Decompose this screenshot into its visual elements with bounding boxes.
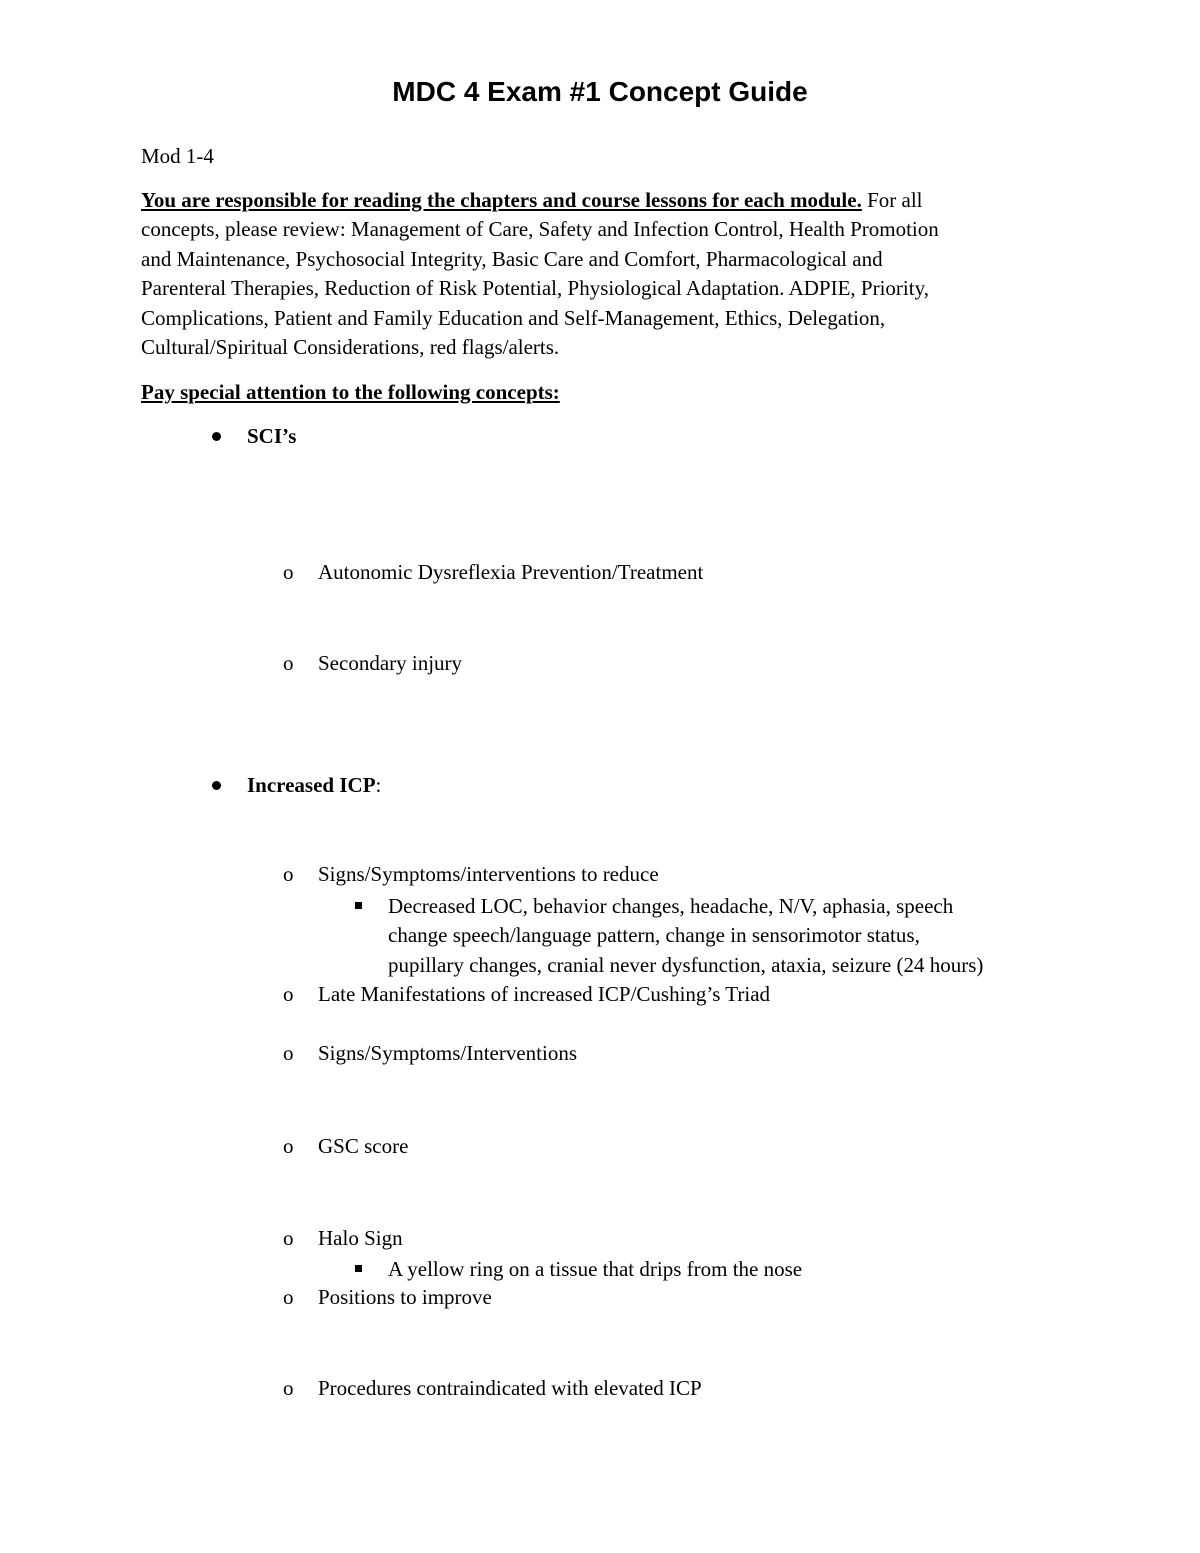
intro-line-6: Cultural/Spiritual Considerations, red flags/alerts. bbox=[141, 335, 560, 360]
bullet-dot-icp bbox=[212, 781, 221, 790]
list-item-procedures-contraindicated: Procedures contraindicated with elevated ICP bbox=[318, 1376, 702, 1400]
circle-bullet: o bbox=[283, 982, 294, 1006]
intro-line-1 bbox=[141, 186, 1051, 215]
intro-paragraph bbox=[141, 186, 1051, 362]
list-item-positions: Positions to improve bbox=[318, 1285, 492, 1309]
bullet-dot-sci bbox=[212, 432, 221, 441]
square-bullet bbox=[355, 1265, 362, 1272]
intro-line-3: and Maintenance, Psychosocial Integrity, Basic Care and Comfort, Pharmacological and bbox=[141, 246, 883, 271]
list-item-late-manifestations: Late Manifestations of increased ICP/Cushing’s Triad bbox=[318, 982, 771, 1006]
page-title: MDC 4 Exam #1 Concept Guide bbox=[392, 76, 808, 107]
intro-bold-statement: You are responsible for reading the chapters and course lessons for each module. bbox=[141, 188, 862, 212]
section-title-icp: Increased ICP bbox=[247, 773, 376, 797]
sub-item-icp-symptoms bbox=[388, 892, 1088, 980]
special-attention-heading: Pay special attention to the following concepts: bbox=[141, 380, 560, 404]
intro-line-5: Complications, Patient and Family Education and Self-Management, Ethics, Delegation, bbox=[141, 305, 886, 330]
circle-bullet: o bbox=[283, 862, 294, 886]
sub-item-line-1: Decreased LOC, behavior changes, headache, N/V, aphasia, speech bbox=[388, 894, 954, 918]
circle-bullet: o bbox=[283, 1134, 294, 1158]
list-item-autonomic-dysreflexia: Autonomic Dysreflexia Prevention/Treatment bbox=[318, 560, 704, 584]
section-title-icp-suffix: : bbox=[375, 773, 382, 797]
circle-bullet: o bbox=[283, 1226, 294, 1250]
list-item-signs-reduce: Signs/Symptoms/interventions to reduce bbox=[318, 862, 659, 886]
section-title-icp-wrap bbox=[247, 771, 381, 800]
circle-bullet: o bbox=[283, 1285, 294, 1309]
intro-line-4: Parenteral Therapies, Reduction of Risk Potential, Physiological Adaptation. ADPIE, Priority, bbox=[141, 276, 929, 301]
list-item-secondary-injury: Secondary injury bbox=[318, 651, 463, 675]
sub-item-halo-description: A yellow ring on a tissue that drips from the nose bbox=[388, 1257, 803, 1281]
circle-bullet: o bbox=[283, 560, 294, 584]
circle-bullet: o bbox=[283, 1041, 294, 1065]
intro-line-2: concepts, please review: Management of Care, Safety and Infection Control, Health Promotion bbox=[141, 217, 939, 242]
list-item-halo-sign: Halo Sign bbox=[318, 1226, 403, 1250]
sub-item-line-3: pupillary changes, cranial never dysfunction, ataxia, seizure (24 hours) bbox=[388, 952, 984, 977]
sub-item-line-2: change speech/language pattern, change in sensorimotor status, bbox=[388, 923, 920, 948]
section-title-sci: SCI’s bbox=[247, 424, 297, 448]
list-item-signs-interventions: Signs/Symptoms/Interventions bbox=[318, 1041, 578, 1065]
circle-bullet: o bbox=[283, 651, 294, 675]
intro-line-1-rest: For all bbox=[861, 188, 923, 212]
list-item-gsc-score: GSC score bbox=[318, 1134, 409, 1158]
square-bullet bbox=[355, 902, 362, 909]
circle-bullet: o bbox=[283, 1376, 294, 1400]
module-range: Mod 1-4 bbox=[141, 144, 214, 168]
